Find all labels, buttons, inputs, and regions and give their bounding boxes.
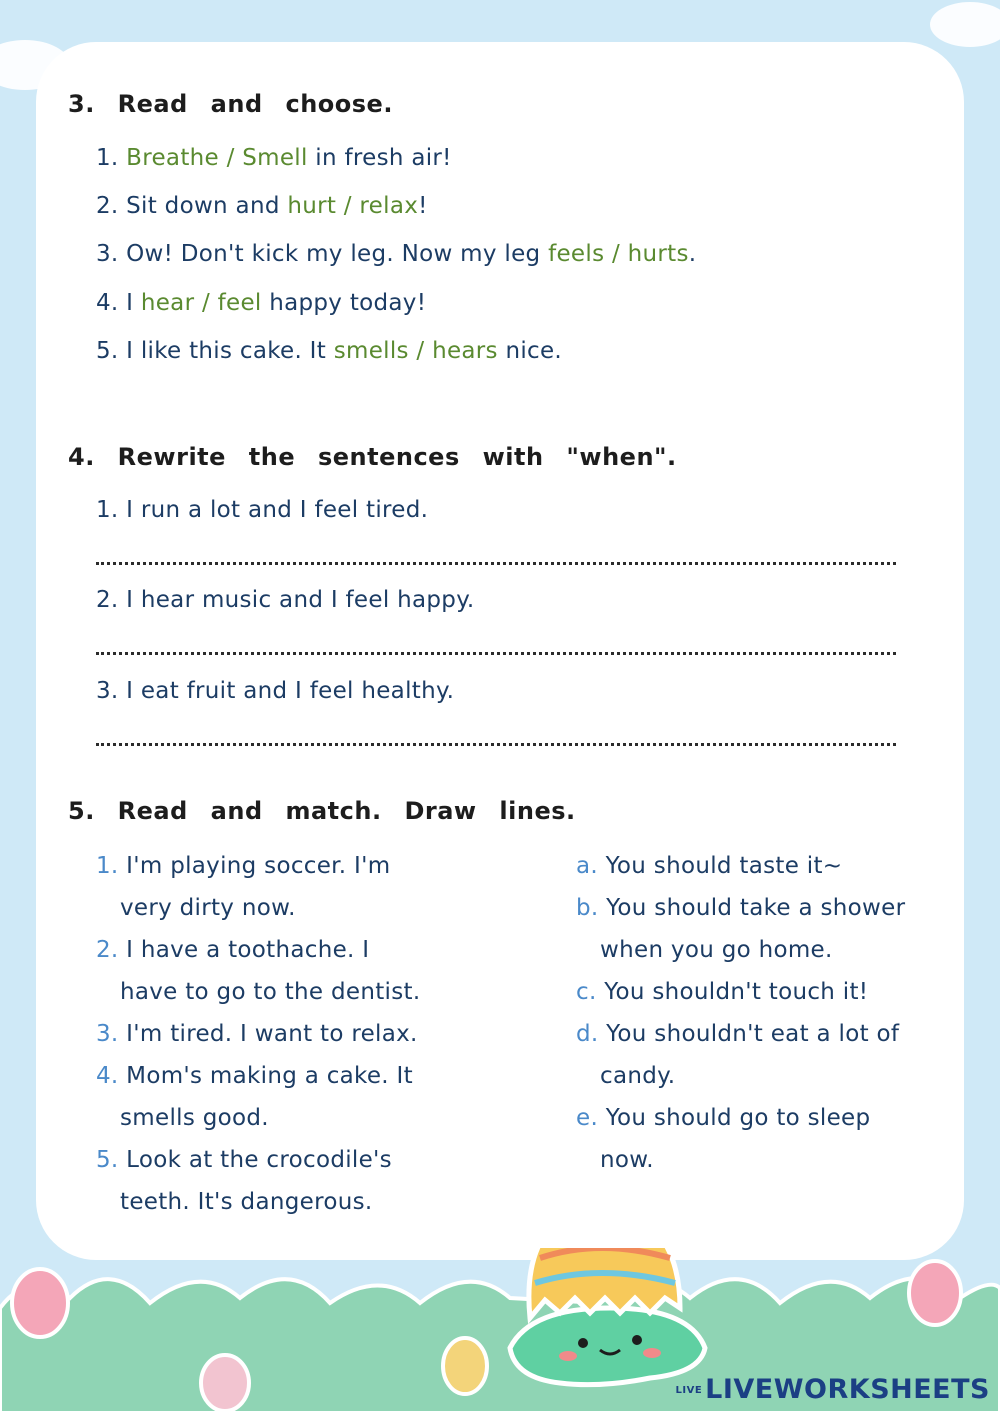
choose-item-1: 1. Breathe / Smell in fresh air! bbox=[96, 145, 452, 171]
easter-egg-decoration bbox=[909, 1261, 961, 1325]
answer-line-1[interactable] bbox=[96, 562, 896, 565]
easter-egg-decoration bbox=[443, 1338, 487, 1394]
section-3-title: 3. Read and choose. bbox=[68, 90, 393, 118]
match-right-column: a. You should taste it~ b. You should take a shower when you go home. c. You shouldn't touch it! d. You shouldn't eat a lot of candy. e. You should go to sleep now. bbox=[576, 845, 956, 1181]
choose-options[interactable]: Breathe / Smell bbox=[126, 145, 308, 171]
match-left-item-3[interactable]: 3. I'm tired. I want to relax. bbox=[96, 1021, 418, 1047]
easter-egg-decoration bbox=[12, 1269, 68, 1337]
section-4-title: 4. Rewrite the sentences with "when". bbox=[68, 443, 677, 471]
choose-item-5: 5. I like this cake. It smells / hears nice. bbox=[96, 338, 563, 364]
rewrite-item-1: 1. I run a lot and I feel tired. bbox=[96, 497, 429, 523]
section-5-title: 5. Read and match. Draw lines. bbox=[68, 797, 576, 825]
match-right-item-a[interactable]: a. You should taste it~ bbox=[576, 853, 843, 879]
match-left-item-2[interactable]: 2. I have a toothache. I bbox=[96, 937, 370, 963]
match-right-item-e[interactable]: e. You should go to sleep bbox=[576, 1105, 871, 1131]
choose-options[interactable]: smells / hears bbox=[333, 338, 498, 364]
rewrite-item-3: 3. I eat fruit and I feel healthy. bbox=[96, 678, 455, 704]
choose-item-4: 4. I hear / feel happy today! bbox=[96, 290, 427, 316]
choose-item-2: 2. Sit down and hurt / relax! bbox=[96, 193, 428, 219]
match-right-item-d[interactable]: d. You shouldn't eat a lot of bbox=[576, 1021, 900, 1047]
choose-options[interactable]: hear / feel bbox=[140, 290, 262, 316]
easter-egg-decoration bbox=[201, 1355, 249, 1411]
match-left-column: 1. I'm playing soccer. I'm very dirty now. 2. I have a toothache. I have to go to the dentist. 3. I'm tired. I want to relax. 4. Mom's making a cake. It smells good. 5. Look at the crocodile's teeth. It's dangerous. bbox=[96, 845, 556, 1223]
choose-options[interactable]: hurt / relax bbox=[287, 193, 419, 219]
logo-mark-icon: LIVE bbox=[675, 1384, 703, 1396]
answer-line-2[interactable] bbox=[96, 652, 896, 655]
match-right-item-c[interactable]: c. You shouldn't touch it! bbox=[576, 979, 869, 1005]
match-right-item-b[interactable]: b. You should take a shower bbox=[576, 895, 906, 921]
liveworksheets-logo[interactable]: LIVE LIVEWORKSHEETS bbox=[675, 1374, 990, 1405]
choose-options[interactable]: feels / hurts bbox=[548, 241, 689, 267]
choose-item-3: 3. Ow! Don't kick my leg. Now my leg feels / hurts. bbox=[96, 241, 697, 267]
rewrite-item-2: 2. I hear music and I feel happy. bbox=[96, 587, 475, 613]
cloud-decoration bbox=[930, 2, 1000, 47]
match-left-item-1[interactable]: 1. I'm playing soccer. I'm bbox=[96, 853, 391, 879]
match-left-item-4[interactable]: 4. Mom's making a cake. It bbox=[96, 1063, 413, 1089]
answer-line-3[interactable] bbox=[96, 743, 896, 746]
match-left-item-5[interactable]: 5. Look at the crocodile's bbox=[96, 1147, 392, 1173]
